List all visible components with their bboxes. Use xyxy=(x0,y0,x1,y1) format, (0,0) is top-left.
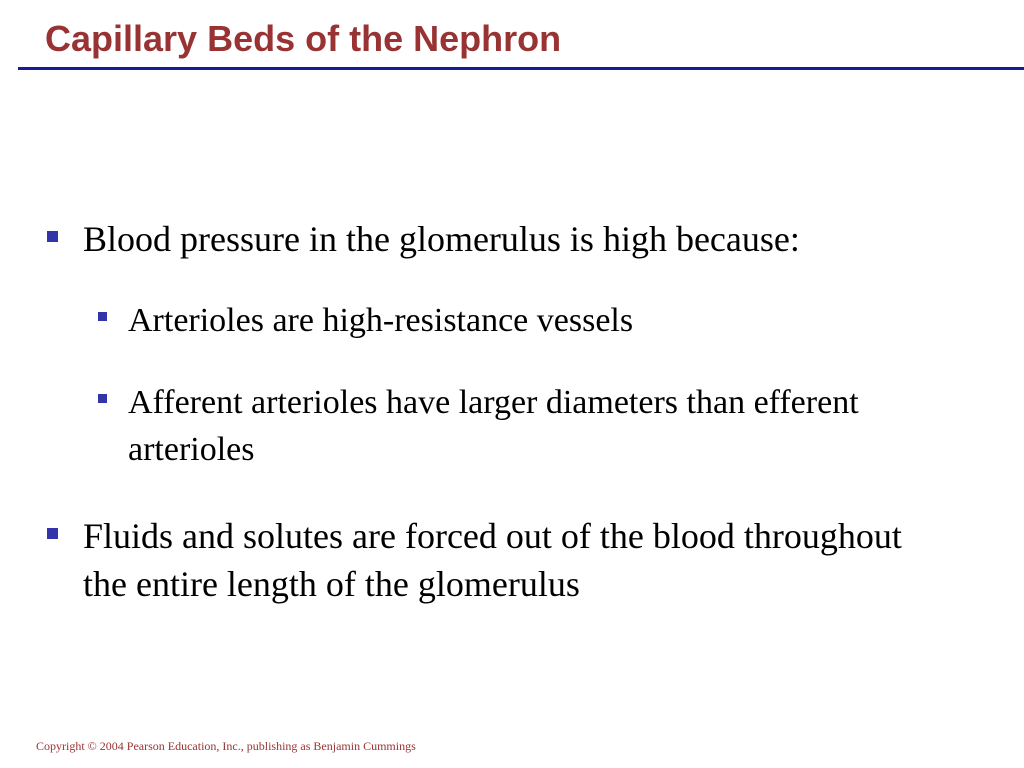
square-bullet-icon xyxy=(98,312,107,321)
sub-bullet-item xyxy=(128,297,968,344)
square-bullet-icon xyxy=(98,394,107,403)
sub-bullet-item xyxy=(128,379,918,473)
slide-title: Capillary Beds of the Nephron xyxy=(45,18,562,59)
bullet-item xyxy=(83,512,913,608)
sub-bullet-text: Arterioles are high-resistance vessels xyxy=(128,302,634,339)
copyright-footer: Copyright © 2004 Pearson Education, Inc., publishing as Benjamin Cummings xyxy=(36,739,416,753)
square-bullet-icon xyxy=(47,528,58,539)
bullet-item xyxy=(83,215,983,263)
sub-bullet-text: Afferent arterioles have larger diameters than efferent arterioles xyxy=(128,384,859,468)
bullet-text: Fluids and solutes are forced out of the blood throughout the entire length of the glomerulus xyxy=(83,516,902,604)
bullet-text: Blood pressure in the glomerulus is high because: xyxy=(83,219,800,259)
title-divider xyxy=(18,67,1024,70)
square-bullet-icon xyxy=(47,231,58,242)
